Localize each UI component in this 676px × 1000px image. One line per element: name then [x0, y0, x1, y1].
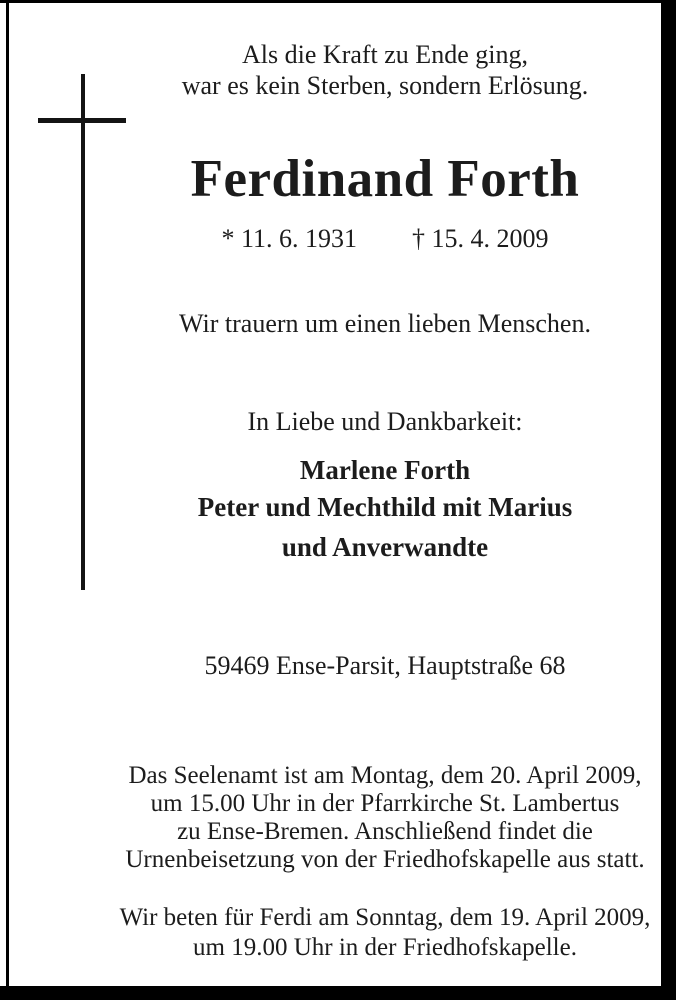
epigraph-line-1: Als die Kraft zu Ende ging, — [242, 40, 528, 69]
service-notice-line-4: Urnenbeisetzung von der Friedhofskapelle aus statt. — [125, 846, 645, 873]
deceased-name: Ferdinand Forth — [190, 150, 580, 208]
life-dates-row — [221, 224, 548, 254]
prayer-notice-line-1: Wir beten für Ferdi am Sonntag, dem 19. April 2009, — [119, 904, 651, 931]
scan-frame-left — [6, 2, 9, 994]
scan-frame-top — [0, 0, 676, 3]
cross-vertical-bar — [81, 74, 85, 590]
service-notice-line-2: um 15.00 Uhr in der Pfarrkirche St. Lambertus — [150, 790, 620, 817]
service-notice-line-1: Das Seelenamt ist am Montag, dem 20. April 2009, — [128, 762, 642, 789]
mourner-name-1: Marlene Forth — [299, 455, 471, 485]
mourning-sentence: Wir trauern um einen lieben Menschen. — [179, 309, 591, 338]
mourner-name-2: Peter und Mechthild mit Marius — [197, 492, 573, 522]
dedication-line: In Liebe und Dankbarkeit: — [247, 407, 523, 436]
epigraph-line-2: war es kein Sterben, sondern Erlösung. — [181, 71, 589, 100]
address-line: 59469 Ense-Parsit, Hauptstraße 68 — [204, 651, 566, 680]
service-notice — [125, 762, 644, 874]
scan-frame-right — [661, 0, 676, 1000]
scan-frame-bottom — [0, 986, 676, 1000]
birth-date: * 11. 6. 1931 — [221, 224, 358, 253]
service-notice-line-3: zu Ense-Bremen. Anschließend findet die — [177, 818, 593, 845]
death-date: † 15. 4. 2009 — [412, 224, 549, 253]
mourner-name-3: und Anverwandte — [281, 532, 489, 562]
prayer-notice — [120, 903, 651, 963]
prayer-notice-line-2: um 19.00 Uhr in der Friedhofskapelle. — [193, 934, 577, 961]
cross-horizontal-bar — [38, 118, 126, 123]
